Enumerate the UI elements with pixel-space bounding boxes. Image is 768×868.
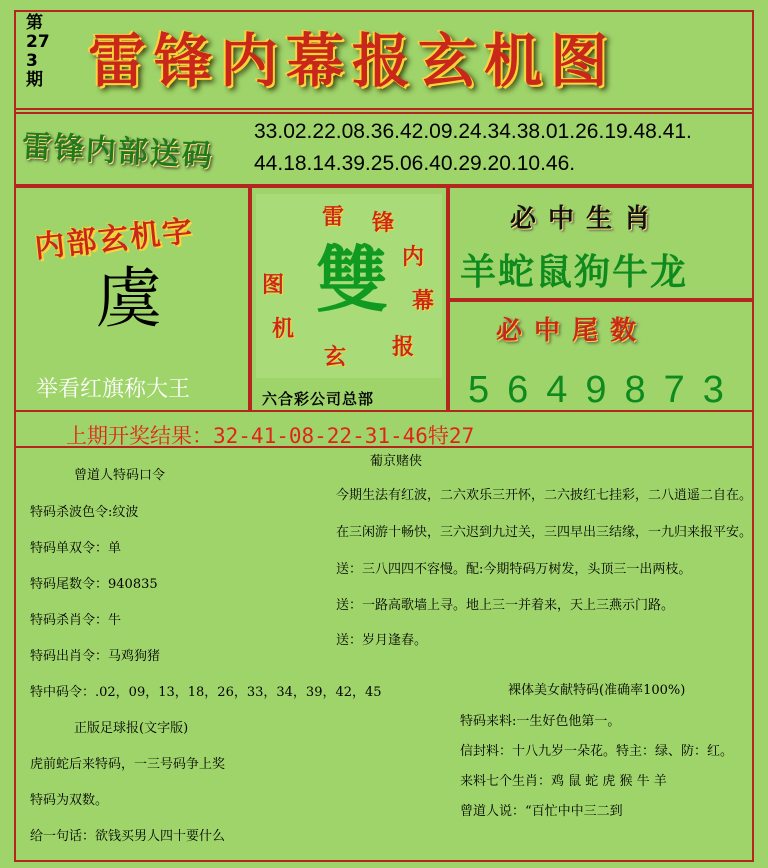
bottom-right-title2: 裸体美女献特码(准确率100%) — [508, 683, 686, 698]
ring-char-8: 图 — [262, 272, 287, 298]
br2-line-3: 来料七个生肖：鸡 鼠 蛇 虎 猴 牛 羊 — [460, 774, 667, 789]
ring-char-5: 报 — [392, 334, 417, 360]
numbers-line-2: 44.18.14.39.25.06.40.29.20.10.46. — [254, 152, 576, 175]
br-line-4: 送：一路高歌墙上寻。地上三一并着来，天上三燕示门路。 — [336, 598, 675, 613]
bl-line-5: 特码出肖令：马鸡狗猪 — [30, 649, 161, 664]
bl2-line-2: 特码为双数。 — [30, 793, 109, 808]
ring-char-7: 机 — [272, 316, 297, 342]
bl2-line-3: 给一句话：欲钱买男人四十要什么 — [30, 829, 226, 844]
br2-line-2: 信封料：十八九岁一朵花。特主：绿、防：红。 — [460, 744, 734, 759]
ring-char-2: 锋 — [372, 210, 397, 236]
br2-line-4: 曾道人说：“百忙中中三二到 — [460, 804, 623, 819]
bl-line-1: 特码杀波色令:纹波 — [30, 505, 139, 520]
last-result: 上期开奖结果：32-41-08-22-31-46特27 — [66, 424, 475, 448]
br-line-2: 在三闲游十畅快，三六迟到九过关，三四早出三结缘，一九归来报平安。 — [336, 525, 753, 540]
left-caption: 举看红旗称大王 — [36, 377, 191, 402]
br-line-5: 送：岁月逢春。 — [336, 633, 428, 648]
zodiac-list: 羊蛇鼠狗牛龙 — [460, 251, 689, 293]
br-line-3: 送：三八四四不容慢。配:今期特码万树发，头顶三一出两枝。 — [336, 562, 692, 577]
br-line-1: 今期生法有红波，二六欢乐三开怀，二六披红七挂彩，二八逍遥二自在。 — [336, 488, 753, 503]
ring-char-3: 内 — [402, 244, 427, 270]
numbers-line-1: 33.02.22.08.36.42.09.24.34.38.01.26.19.48.41. — [254, 120, 692, 143]
bl-line-4: 特码杀肖令：牛 — [30, 613, 122, 628]
left-heading: 内部玄机字 — [32, 213, 196, 266]
bl2-line-1: 虎前蛇后来特码，一三号码争上奖 — [30, 757, 226, 772]
tail-digits: 5649873 — [468, 369, 742, 411]
ring-char-1: 雷 — [322, 204, 347, 230]
tail-heading: 必中尾数 — [496, 316, 649, 346]
bottom-right-title1: 葡京赌侠 — [370, 454, 423, 469]
ring-char-6: 玄 — [324, 344, 349, 370]
bl-line-6: 特中码令：.02，09，13，18，26，33，34，39，42，45 — [30, 685, 382, 700]
center-big-char: 雙 — [316, 237, 389, 322]
issue-label: 第273期 — [26, 13, 50, 90]
zodiac-heading: 必中生肖 — [510, 204, 663, 234]
page-title: 雷锋内幕报玄机图 — [88, 27, 617, 95]
numbers-label: 雷锋内部送码 — [21, 128, 215, 174]
bottom-left-title1: 曾道人特码口令 — [74, 468, 166, 483]
bottom-left-title2: 正版足球报(文字版) — [74, 721, 189, 736]
left-big-char: 虞 — [96, 260, 162, 337]
br2-line-1: 特码来料:一生好色他第一。 — [460, 714, 621, 729]
bl-line-2: 特码单双令：单 — [30, 541, 122, 556]
bl-line-3: 特码尾数令：940835 — [30, 577, 158, 592]
center-footer: 六合彩公司总部 — [262, 390, 375, 408]
ring-char-4: 幕 — [412, 288, 437, 314]
